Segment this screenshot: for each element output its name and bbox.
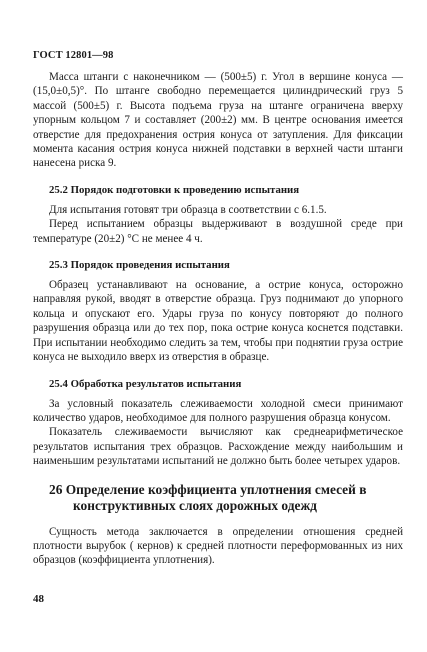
section-heading-25-3: 25.3 Порядок проведения испытания (49, 259, 230, 272)
paragraph-indicator-definition: За условный показатель слеживаемости холодной смеси принимают количество ударов, необходимое для полного разрушения образца конусом. (33, 397, 403, 424)
section-heading-25-2: 25.2 Порядок подготовки к проведению испытания (49, 183, 300, 196)
section-heading-25-4: 25.4 Обработка результатов испытания (49, 377, 242, 390)
paragraph-three-samples: Для испытания готовят три образца в соответствии с 6.1.5. (49, 203, 327, 216)
running-header: ГОСТ 12801—98 (33, 50, 114, 61)
page-number: 48 (33, 593, 44, 605)
paragraph-indicator-calculation: Показатель слеживаемости вычисляют как среднеарифметическое результатов испытания трех образцов. Расхождение между наибольшим и наименьшим результатами испытаний не должно быть более четырех ударов. (33, 426, 403, 468)
page-body (33, 70, 403, 568)
paragraph-test-procedure: Образец устанавливают на основание, а острие конуса, осторожно направляя рукой, вводят в отверстие образца. Груз поднимают до упорного кольца и опускают его. Удары груза по конусу повторяют до полного разрушения образца или до тех пор, пока острие конуса коснется подставки. При испытании необходимо следить за тем, чтобы при поднятии груза острие конуса не выходило вверх из отверстия в образце. (33, 279, 403, 364)
paragraph-mass-description: Масса штанги с наконечником — (500±5) г. Угол в вершине конуса — (15,0±0,5)°. По штанге свободно перемещается цилиндрический груз 5 массой (500±5) г. Высота подъема груза на штанге ограничена вверху упорным кольцом 7 и составляет (200±2) мм. В центре основания имеется отверстие для предохранения острия конуса от затупления. Для фиксации момента касания острия конуса нижней подставки в верхней части штанги нанесена риска 9. (33, 71, 403, 170)
paragraph-method-essence: Сущность метода заключается в определении отношения средней плотности вырубок ( кернов) к средней плотности переформованных из них образцов (коэффициента уплотнения). (33, 525, 403, 567)
section-heading-26: 26 Определение коэффициента уплотнения смесей в конструктивных слоях дорожных одежд (49, 481, 367, 514)
paragraph-conditioning: Перед испытанием образцы выдерживают в воздушной среде при температуре (20±2) °С не менее 4 ч. (33, 218, 403, 245)
